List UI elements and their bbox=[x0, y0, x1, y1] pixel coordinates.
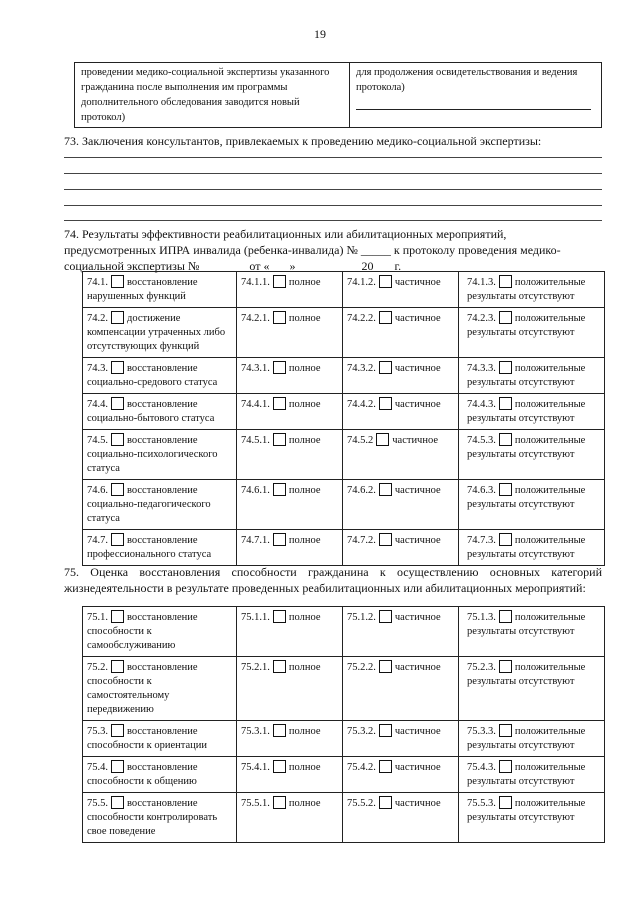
category-cell bbox=[83, 721, 237, 757]
q74-year-suffix: г. bbox=[394, 259, 402, 273]
q74-heading bbox=[64, 226, 602, 274]
category-label: восстановление способности к самообслуживанию bbox=[87, 612, 198, 651]
q74-line1: 74. Результаты эффективности реабилитационных или абилитационных мероприятий, bbox=[64, 227, 507, 241]
q74-table-row bbox=[83, 272, 605, 308]
no-result-option-cell bbox=[459, 308, 605, 358]
category-cell bbox=[83, 308, 237, 358]
full-label: полное bbox=[288, 662, 321, 673]
category-checkbox[interactable] bbox=[111, 660, 124, 673]
option-code: 74.6.1. bbox=[241, 485, 270, 496]
full-checkbox[interactable] bbox=[273, 433, 286, 446]
q73-heading: 73. Заключения консультантов, привлекаемых к проведению медико-социальной экспертизы: bbox=[64, 134, 542, 148]
option-code: 74.2.1. bbox=[241, 313, 270, 324]
full-option-cell bbox=[237, 530, 343, 566]
option-code: 74.7.2. bbox=[347, 535, 376, 546]
partial-option-cell bbox=[343, 657, 459, 721]
option-code: 74.1.2. bbox=[347, 277, 376, 288]
partial-checkbox[interactable] bbox=[379, 533, 392, 546]
option-code: 75.5.2. bbox=[347, 798, 376, 809]
partial-option-cell bbox=[343, 272, 459, 308]
no-result-option-cell bbox=[459, 721, 605, 757]
no-result-label: положительные результаты отсутствуют bbox=[467, 535, 586, 560]
no-result-option-cell bbox=[459, 530, 605, 566]
partial-label: частичное bbox=[394, 363, 441, 374]
no-result-option-cell bbox=[459, 793, 605, 843]
partial-label: частичное bbox=[394, 535, 441, 546]
full-checkbox[interactable] bbox=[273, 397, 286, 410]
full-option-cell bbox=[237, 308, 343, 358]
category-code: 74.5. bbox=[87, 435, 108, 446]
no-result-label: положительные результаты отсутствуют bbox=[467, 313, 586, 338]
partial-option-cell bbox=[343, 793, 459, 843]
category-code: 75.1. bbox=[87, 612, 108, 623]
no-result-label: положительные результаты отсутствуют bbox=[467, 485, 586, 510]
q74-protocol-label: социальной экспертизы № bbox=[64, 259, 200, 273]
category-checkbox[interactable] bbox=[111, 796, 124, 809]
q75-results-table bbox=[82, 606, 605, 843]
continuation-right-underline[interactable] bbox=[356, 95, 591, 110]
option-code: 74.3.1. bbox=[241, 363, 270, 374]
category-checkbox[interactable] bbox=[111, 397, 124, 410]
full-label: полное bbox=[288, 485, 321, 496]
full-option-cell bbox=[237, 358, 343, 394]
option-code: 74.2.3. bbox=[467, 313, 496, 324]
no-result-checkbox[interactable] bbox=[499, 483, 512, 496]
category-code: 75.5. bbox=[87, 798, 108, 809]
category-label: восстановление социально-бытового статуса bbox=[87, 399, 215, 424]
partial-checkbox[interactable] bbox=[379, 361, 392, 374]
category-label: восстановление социально-педагогического статуса bbox=[87, 485, 211, 524]
q74-line2: предусмотренных ИПРА инвалида (ребенка-инвалида) № _____ к протоколу проведения медико- bbox=[64, 243, 561, 257]
category-cell bbox=[83, 757, 237, 793]
option-code: 74.3.3. bbox=[467, 363, 496, 374]
option-code: 75.3.2. bbox=[347, 726, 376, 737]
category-checkbox[interactable] bbox=[111, 610, 124, 623]
q74-date-quote-close: » bbox=[289, 259, 296, 273]
no-result-option-cell bbox=[459, 358, 605, 394]
partial-checkbox[interactable] bbox=[379, 483, 392, 496]
category-code: 75.3. bbox=[87, 726, 108, 737]
full-label: полное bbox=[288, 762, 321, 773]
no-result-option-cell bbox=[459, 757, 605, 793]
option-code: 74.7.3. bbox=[467, 535, 496, 546]
partial-label: частичное bbox=[394, 277, 441, 288]
category-checkbox[interactable] bbox=[111, 361, 124, 374]
category-code: 75.4. bbox=[87, 762, 108, 773]
q75-table-row bbox=[83, 757, 605, 793]
continuation-table bbox=[74, 62, 602, 128]
partial-option-cell bbox=[343, 607, 459, 657]
partial-checkbox[interactable] bbox=[379, 275, 392, 288]
option-code: 74.1.3. bbox=[467, 277, 496, 288]
no-result-checkbox[interactable] bbox=[499, 796, 512, 809]
no-result-checkbox[interactable] bbox=[499, 397, 512, 410]
category-label: восстановление профессионального статуса bbox=[87, 535, 212, 560]
category-cell bbox=[83, 793, 237, 843]
option-code: 74.4.1. bbox=[241, 399, 270, 410]
category-label: восстановление способности контролировать свое поведение bbox=[87, 798, 218, 837]
no-result-checkbox[interactable] bbox=[499, 311, 512, 324]
no-result-checkbox[interactable] bbox=[499, 610, 512, 623]
no-result-label: положительные результаты отсутствуют bbox=[467, 277, 586, 302]
category-checkbox[interactable] bbox=[111, 311, 124, 324]
full-checkbox[interactable] bbox=[273, 724, 286, 737]
full-checkbox[interactable] bbox=[273, 796, 286, 809]
category-label: восстановление способности к общению bbox=[87, 762, 198, 787]
no-result-option-cell bbox=[459, 657, 605, 721]
partial-label: частичное bbox=[394, 399, 441, 410]
continuation-right-cell bbox=[350, 63, 602, 128]
partial-option-cell bbox=[343, 480, 459, 530]
q74-year-prefix: 20 bbox=[361, 259, 374, 273]
full-option-cell bbox=[237, 657, 343, 721]
no-result-label: положительные результаты отсутствуют bbox=[467, 399, 586, 424]
full-option-cell bbox=[237, 272, 343, 308]
full-option-cell bbox=[237, 607, 343, 657]
category-code: 74.6. bbox=[87, 485, 108, 496]
option-code: 74.4.3. bbox=[467, 399, 496, 410]
q74-table-row bbox=[83, 480, 605, 530]
full-checkbox[interactable] bbox=[273, 275, 286, 288]
partial-checkbox[interactable] bbox=[379, 760, 392, 773]
q75-table-row bbox=[83, 793, 605, 843]
partial-option-cell bbox=[343, 394, 459, 430]
option-code: 75.3.3. bbox=[467, 726, 496, 737]
category-checkbox[interactable] bbox=[111, 724, 124, 737]
option-code: 75.5.3. bbox=[467, 798, 496, 809]
no-result-label: положительные результаты отсутствуют bbox=[467, 762, 586, 787]
option-code: 75.1.3. bbox=[467, 612, 496, 623]
category-label: достижение компенсации утраченных либо отсутствующих функций bbox=[87, 313, 226, 352]
partial-label: частичное bbox=[394, 612, 441, 623]
no-result-checkbox[interactable] bbox=[499, 361, 512, 374]
partial-option-cell bbox=[343, 308, 459, 358]
option-code: 74.2.2. bbox=[347, 313, 376, 324]
category-code: 74.4. bbox=[87, 399, 108, 410]
continuation-left-cell: проведении медико-социальной экспертизы указанного гражданина после выполнения им программы дополнительного обследования заводится новый протокол) bbox=[75, 63, 350, 128]
full-checkbox[interactable] bbox=[273, 483, 286, 496]
no-result-checkbox[interactable] bbox=[499, 660, 512, 673]
option-code: 74.6.2. bbox=[347, 485, 376, 496]
no-result-checkbox[interactable] bbox=[499, 724, 512, 737]
no-result-label: положительные результаты отсутствуют bbox=[467, 363, 586, 388]
option-code: 75.1.2. bbox=[347, 612, 376, 623]
full-option-cell bbox=[237, 757, 343, 793]
category-label: восстановление способности к ориентации bbox=[87, 726, 208, 751]
no-result-label: положительные результаты отсутствуют bbox=[467, 726, 586, 751]
category-cell bbox=[83, 657, 237, 721]
q74-table-row bbox=[83, 430, 605, 480]
partial-label: частичное bbox=[394, 662, 441, 673]
q75-table-row bbox=[83, 657, 605, 721]
no-result-option-cell bbox=[459, 480, 605, 530]
q74-results-table bbox=[82, 271, 605, 566]
continuation-right-text: для продолжения освидетельствования и ведения протокола) bbox=[356, 67, 578, 93]
q73-answer-line[interactable] bbox=[64, 189, 602, 190]
category-code: 74.1. bbox=[87, 277, 108, 288]
full-label: полное bbox=[288, 313, 321, 324]
category-checkbox[interactable] bbox=[111, 483, 124, 496]
q74-table-row bbox=[83, 394, 605, 430]
page-number: 19 bbox=[314, 27, 326, 41]
full-checkbox[interactable] bbox=[273, 361, 286, 374]
full-option-cell bbox=[237, 430, 343, 480]
option-code: 74.1.1. bbox=[241, 277, 270, 288]
q75-table-row bbox=[83, 721, 605, 757]
category-cell bbox=[83, 394, 237, 430]
option-code: 74.7.1. bbox=[241, 535, 270, 546]
partial-checkbox[interactable] bbox=[379, 724, 392, 737]
no-result-label: положительные результаты отсутствуют bbox=[467, 798, 586, 823]
partial-label: частичное bbox=[394, 726, 441, 737]
partial-checkbox[interactable] bbox=[379, 796, 392, 809]
no-result-checkbox[interactable] bbox=[499, 275, 512, 288]
category-code: 74.2. bbox=[87, 313, 108, 324]
full-checkbox[interactable] bbox=[273, 311, 286, 324]
partial-option-cell bbox=[343, 358, 459, 394]
no-result-label: положительные результаты отсутствуют bbox=[467, 662, 586, 687]
q75-table-row bbox=[83, 607, 605, 657]
full-option-cell bbox=[237, 394, 343, 430]
category-cell bbox=[83, 272, 237, 308]
full-label: полное bbox=[288, 612, 321, 623]
option-code: 75.1.1. bbox=[241, 612, 270, 623]
option-code: 74.5.3. bbox=[467, 435, 496, 446]
partial-checkbox[interactable] bbox=[379, 660, 392, 673]
partial-label: частичное bbox=[394, 485, 441, 496]
option-code: 75.4.3. bbox=[467, 762, 496, 773]
category-checkbox[interactable] bbox=[111, 433, 124, 446]
category-cell bbox=[83, 358, 237, 394]
category-cell bbox=[83, 430, 237, 480]
no-result-label: положительные результаты отсутствуют bbox=[467, 612, 586, 637]
full-checkbox[interactable] bbox=[273, 760, 286, 773]
full-label: полное bbox=[288, 798, 321, 809]
q74-table-row bbox=[83, 358, 605, 394]
category-cell bbox=[83, 530, 237, 566]
full-label: полное bbox=[288, 277, 321, 288]
category-code: 74.3. bbox=[87, 363, 108, 374]
option-code: 75.2.2. bbox=[347, 662, 376, 673]
option-code: 74.4.2. bbox=[347, 399, 376, 410]
category-checkbox[interactable] bbox=[111, 760, 124, 773]
full-option-cell bbox=[237, 480, 343, 530]
no-result-label: положительные результаты отсутствуют bbox=[467, 435, 586, 460]
no-result-option-cell bbox=[459, 272, 605, 308]
option-code: 74.5.1. bbox=[241, 435, 270, 446]
category-checkbox[interactable] bbox=[111, 533, 124, 546]
full-label: полное bbox=[288, 435, 321, 446]
category-code: 74.7. bbox=[87, 535, 108, 546]
q74-table-row bbox=[83, 308, 605, 358]
no-result-option-cell bbox=[459, 394, 605, 430]
full-label: полное bbox=[288, 726, 321, 737]
q74-date-from-label: от « bbox=[249, 259, 270, 273]
full-checkbox[interactable] bbox=[273, 533, 286, 546]
category-cell bbox=[83, 607, 237, 657]
partial-checkbox[interactable] bbox=[379, 311, 392, 324]
no-result-option-cell bbox=[459, 607, 605, 657]
option-code: 74.3.2. bbox=[347, 363, 376, 374]
category-label: восстановление способности к самостоятельному передвижению bbox=[87, 662, 198, 715]
option-code: 75.5.1. bbox=[241, 798, 270, 809]
option-code: 74.6.3. bbox=[467, 485, 496, 496]
full-checkbox[interactable] bbox=[273, 660, 286, 673]
category-checkbox[interactable] bbox=[111, 275, 124, 288]
category-label: восстановление социально-средового статуса bbox=[87, 363, 218, 388]
full-label: полное bbox=[288, 399, 321, 410]
full-option-cell bbox=[237, 793, 343, 843]
q74-table-row bbox=[83, 530, 605, 566]
option-code: 75.2.1. bbox=[241, 662, 270, 673]
no-result-option-cell bbox=[459, 430, 605, 480]
option-code: 75.3.1. bbox=[241, 726, 270, 737]
option-code: 75.4.1. bbox=[241, 762, 270, 773]
option-code: 74.5.2 bbox=[347, 435, 374, 446]
q75-heading: 75. Оценка восстановления способности гражданина к осуществлению основных категорий жизнедеятельности в результате проведенных реабилитационных или абилитационных мероприятий: bbox=[64, 565, 602, 595]
partial-label: частичное bbox=[394, 798, 441, 809]
partial-option-cell bbox=[343, 721, 459, 757]
no-result-checkbox[interactable] bbox=[499, 760, 512, 773]
full-option-cell bbox=[237, 721, 343, 757]
no-result-checkbox[interactable] bbox=[499, 533, 512, 546]
full-label: полное bbox=[288, 535, 321, 546]
option-code: 75.2.3. bbox=[467, 662, 496, 673]
q73-answer-line[interactable] bbox=[64, 205, 602, 206]
category-code: 75.2. bbox=[87, 662, 108, 673]
partial-checkbox[interactable] bbox=[376, 433, 389, 446]
category-label: восстановление нарушенных функций bbox=[87, 277, 198, 302]
partial-option-cell bbox=[343, 530, 459, 566]
q73-answer-line[interactable] bbox=[64, 157, 602, 158]
q73-answer-line[interactable] bbox=[64, 173, 602, 174]
category-label: восстановление социально-психологического статуса bbox=[87, 435, 218, 474]
partial-label: частичное bbox=[394, 313, 441, 324]
full-checkbox[interactable] bbox=[273, 610, 286, 623]
q73-answer-line[interactable] bbox=[64, 220, 602, 221]
partial-label: частичное bbox=[394, 762, 441, 773]
no-result-checkbox[interactable] bbox=[499, 433, 512, 446]
partial-option-cell bbox=[343, 430, 459, 480]
option-code: 75.4.2. bbox=[347, 762, 376, 773]
partial-checkbox[interactable] bbox=[379, 397, 392, 410]
full-label: полное bbox=[288, 363, 321, 374]
category-cell bbox=[83, 480, 237, 530]
partial-option-cell bbox=[343, 757, 459, 793]
partial-checkbox[interactable] bbox=[379, 610, 392, 623]
partial-label: частичное bbox=[392, 435, 438, 446]
